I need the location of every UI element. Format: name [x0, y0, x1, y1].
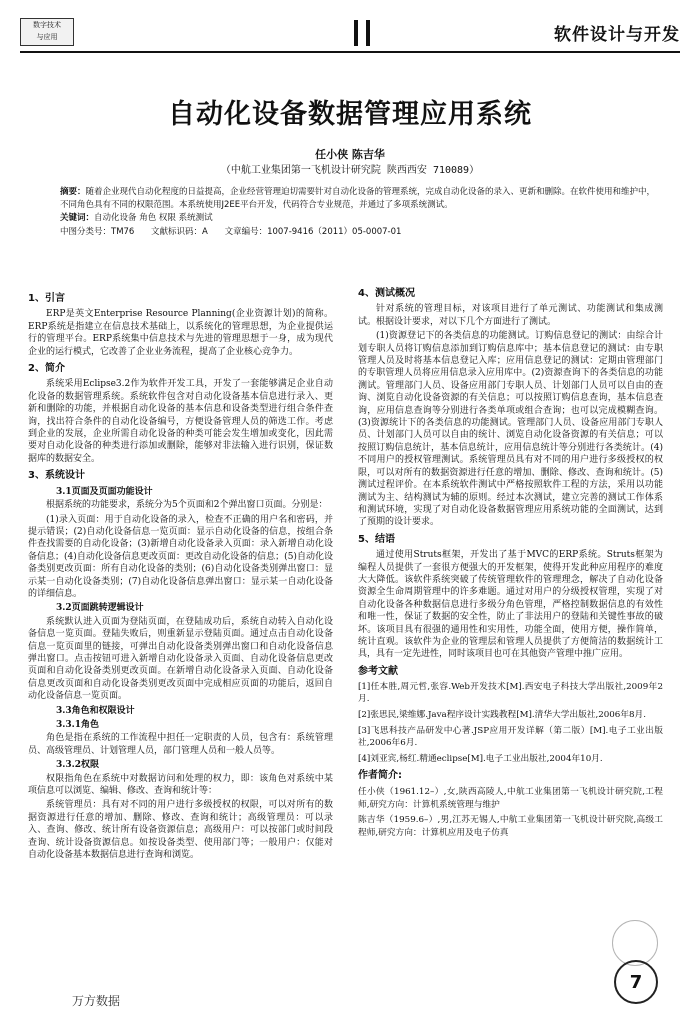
subsection-heading: 3.2页面跳转逻辑设计 — [56, 603, 144, 614]
source-watermark: 万方数据 — [72, 994, 121, 1008]
abstract-text: 随着企业现代自动化程度的日益提高，企业经营管理迫切需要针对自动化设备的管理系统，完成自动化设备的录入、更新和删除。在软件使用和维护中，不同角色具有不同的权限范围。本系统使用J2EE平台开发，代码符合专业规范，并通过了多项系统测试。 — [60, 187, 656, 210]
authors: 任小侠 陈吉华 — [315, 148, 385, 161]
clc-number: 中图分类号：TM76 — [60, 227, 135, 237]
paragraph: 系统采用Eclipse3.2作为软件开发工具，开发了一套能够满足企业自动化设备的数据管理系统。系统软件包含对自动化设备基本信息进行录入、更新和删除的功能，并根据自动化设备的基本信息和设备类型进行组合条件查询，找出符合条件的自动化设备编号，方便设备管理人员的筛选工作。考虑到企业的发展，企业所需自动化设备的种类可能会发生增加或变化，因此需要对自动化设备的种类进行添加或删除，能够对非法输入进行识别，保证数据库的数据安全。 — [28, 379, 333, 464]
abstract — [60, 186, 660, 225]
article-number: 文章编号：1007-9416（2011）05-0007-01 — [224, 227, 402, 237]
section-heading-design: 3、系统设计 — [28, 470, 85, 482]
paragraph: 系统管理员：具有对不同的用户进行多级授权的权限，可以对所有的数据资源进行任意的增加、删除、修改、查询和统计；高级管理员：可以录入、查询、修改、统计所有设备资源信息；高级用户：可以按部门或时间段查询、统计设备资源信息。如按设备类型、使用部门等；一般用户：仅能对自动化设备基本数据信息进行查询和浏览。 — [28, 800, 333, 861]
reference-item: [3]飞思科技产品研发中心著.JSP应用开发详解（第二版）[M].电子工业出版社,2006年6月. — [358, 726, 663, 749]
journal-logo — [20, 18, 74, 46]
document-code: 文献标识码：A — [151, 227, 208, 237]
paragraph: 权限指角色在系统中对数据访问和处理的权力，即：该角色对系统中某项信息可以浏览、编辑、修改、查询和统计等： — [28, 773, 333, 797]
header-rule — [20, 51, 680, 53]
author-bio-heading: 作者简介: — [358, 770, 402, 782]
keywords-label: 关键词： — [60, 213, 95, 223]
page-number: 7 — [614, 960, 658, 1004]
section-title: 软件设计与开发 — [554, 25, 680, 45]
references-list — [358, 681, 663, 765]
author-bios — [358, 786, 663, 840]
subsubsection-heading: 3.3.2权限 — [56, 760, 100, 771]
author-bio: 任小侠（1961.12–）,女,陕西高陵人,中航工业集团第一飞机设计研究院,工程师,研究方向：计算机系统管理与维护 — [358, 786, 663, 810]
paragraph: ERP是英文Enterprise Resource Planning(企业资源计划)的简称。ERP系统是指建立在信息技术基础上，以系统化的管理思想，为企业提供运行的管理平台。ERP系统集中信息技术与先进的管理思想于一身，成为现代企业的运行模式，它改善了企业业务流程，提高了企业核心竞争力。 — [28, 309, 333, 357]
header-bars-icon — [350, 20, 380, 46]
paragraph: 系统默认进入页面为登陆页面，在登陆成功后，系统自动转入自动化设备信息一览页面。登陆失败后，则重新显示登陆页面。通过点击自动化设备信息一览页面里的链接，可弹出自动化设备类别弹出窗口和自动化设备信息弹出窗口。点击按钮可进入新增自动化设备录入页面、自动化设备信息更改页面和自动化设备类别更改页面。在新增自动化设备录入页面、自动化设备信息更改页面和自动化设备类别更改页面中完成相应页面的功能后，返回自动化设备信息一览页面。 — [28, 616, 333, 702]
subsection-heading: 3.3角色和权限设计 — [56, 705, 135, 716]
paragraph: 通过使用Struts框架，开发出了基于MVC的ERP系统。Struts框架为编程人员提供了一套很方便强大的开发框架，使得开发此种应用程序的难度大大降低。该软件系统突破了传统管理软件的管理理念，解决了自动化设备资源全生命周期管理中的许多难题。通过对用户的分级授权管理，实现了对自动化设备各种数据信息进行多级分角色管理，严格控制数据信息的有效性和唯一性，保证了数据的安全性，防止了非法用户的登陆和关键性事故的破坏。该项目具有很强的通用性和实用性，功能全面，使用方便，操作简单，统计直观。该软件为企业的管理层和管理人员提供了方便简洁的数据统计工具，具有一定先进性，同时该项目也可在其他资产管理中推广应用。 — [358, 550, 663, 660]
paragraph: 针对系统的管理目标，对该项目进行了单元测试、功能测试和集成测试。根据设计要求，对以下几个方面进行了测试。 — [358, 304, 663, 327]
section-heading-overview: 2、简介 — [28, 363, 65, 375]
page-header — [20, 18, 680, 56]
keywords: 自动化设备 角色 权限 系统测试 — [94, 213, 213, 223]
author-bio: 陈吉华（1959.6–）,男,江苏无锡人,中航工业集团第一飞机设计研究院,高级工程师,研究方向：计算机应用及电子仿真 — [358, 814, 663, 838]
section-heading-testing: 4、测试概况 — [358, 288, 415, 299]
paragraph: 根据系统的功能要求，系统分为5个页面和2个弹出窗口页面。分别是： — [46, 500, 328, 511]
logo-line-1: 数字技术 — [33, 21, 61, 29]
abstract-label: 摘要： — [60, 187, 86, 197]
subsubsection-heading: 3.3.1角色 — [56, 720, 100, 730]
paper-title: 自动化设备数据管理应用系统 — [168, 99, 532, 130]
subsection-heading: 3.1页面及页面功能设计 — [56, 486, 153, 497]
article-meta — [60, 226, 660, 239]
paragraph: (1)资源登记下的各类信息的功能测试。订购信息登记的测试：由综合计划专职人员将订购信息添加到订购信息库中；基本信息登记的测试：由专职管理人员及时将基本信息登记入库；应用信息登记的测试：定期由管理部门的专职管理人员将应用信息录入应用库中。(2)资源查询下的各类信息的功能测试。管理部门人员、设备应用部门专职人员、计划部门人员可以自由的查询、浏览自动化设备资源的有关信息；可以按照订购信息查询，基本信息查询，应用信息查询等分别进行各类单项或组合查询；也可以完成模糊查询。(3)资源统计下的各类信息的功能测试。管理部门人员、设备应用部门专职人员、计划部门人员可以自由的统计、浏览自动化设备资源的有关信息；可以按照订购信息统计，基本信息统计，应用信息统计等分别进行各类统计。(4)不同用户的授权管理测试。系统管理员具有对不同的用户进行多级授权的权限，可以对所有的数据资源进行任意的增加、删除、修改、查询和统计。(5)测试过程评价。在本系统软件测试中严格按照软件工程的方法，采用以功能测试为主、结构测试为辅的原则。经过本次测试，建立完善的测试工作体系和测试环境，实现了对自动化设备数据管理应用系统功能的全面测试，达到了预期的设计要求。 — [358, 331, 663, 528]
paragraph: 角色是指在系统的工作流程中担任一定职责的人员，包含有：系统管理员、高级管理员、计划管理人员，部门管理人员和一般人员等。 — [28, 733, 333, 756]
left-column — [28, 288, 333, 863]
affiliation: （中航工业集团第一飞机设计研究院 陕西西安 710089） — [220, 165, 480, 176]
reference-item: [4]刘亚宾,杨红.精通eclipse[M].电子工业出版社,2004年10月. — [358, 754, 603, 765]
reference-item: [1]任本胜,周元哲,张容.Web开发技术[M].西安电子科技大学出版社,2009年2月. — [358, 682, 663, 705]
section-heading-conclusion: 5、结语 — [358, 533, 395, 545]
reference-item: [2]张思民,梁维娜.Java程序设计实践教程[M].清华大学出版社,2006年8月. — [358, 710, 646, 721]
section-heading-intro: 1、引言 — [28, 293, 65, 304]
references-heading: 参考文献 — [358, 665, 398, 677]
paragraph: (1)录入页面：用于自动化设备的录入，检查不正确的用户名和密码，并提示错误；(2)自动化设备信息一览页面：显示自动化设备的信息，按组合条件查找需要的自动化设备；(3)新增自动化设备录入页面：录入新增自动化设备信息；(4)自动化设备信息更改页面：更改自动化设备的信息；(5)自动化设备类别更改页面：所有自动化设备的类别；(6)自动化设备类别弹出窗口：显示某一自动化设备类别；(7)自动化设备信息弹出窗口：显示某一自动化设备的详细信息。 — [28, 514, 333, 599]
right-column — [358, 288, 663, 842]
logo-line-2: 与应用 — [36, 33, 58, 41]
